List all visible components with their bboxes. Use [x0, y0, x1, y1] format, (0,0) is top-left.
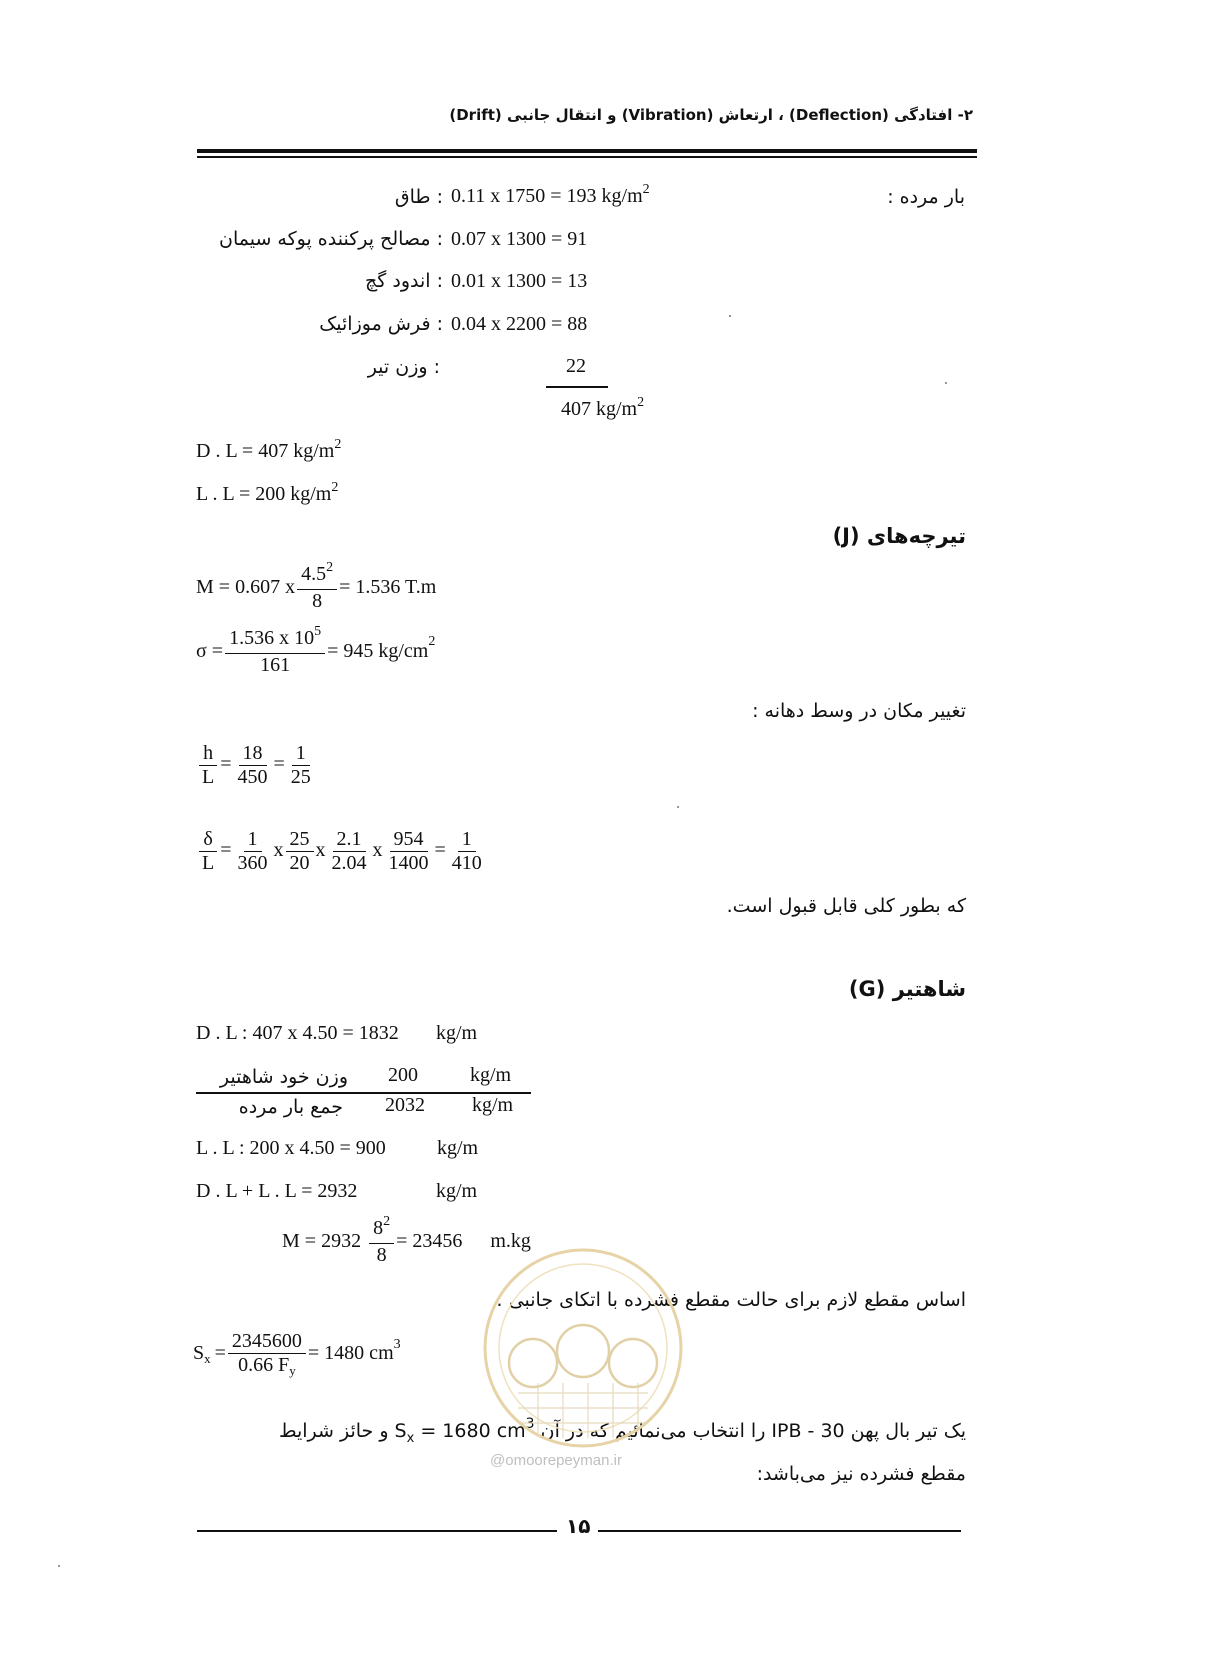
- joist-stress-equation: σ = $\frac{1.536 x 10^5}{161}$ = 945 kg/cm 2: [196, 624, 436, 676]
- joist-moment-fraction: $\frac{4.5^2}{8}$: [297, 563, 337, 611]
- page-header-title: ۲- افتادگی (Deflection) ، ارتعاش (Vibration) و انتقال جانبی (Drift): [449, 106, 973, 124]
- joists-heading: تیرچه‌های (J): [832, 524, 966, 548]
- girder-total-load-line: D . L + L . L = 2932: [196, 1180, 358, 1202]
- page-number: ۱۵: [566, 1514, 591, 1538]
- footer-rule-right: [598, 1530, 961, 1532]
- girder-total-dead-label: جمع بار مرده: [238, 1096, 343, 1118]
- dead-load-row-4-calc: 0.04 x 2200 = 88: [451, 313, 588, 335]
- girder-total-load-unit: kg/m: [436, 1180, 478, 1202]
- girder-ll-line: L . L : 200 x 4.50 = 900: [196, 1137, 386, 1159]
- section-modulus-basis-text: اساس مقطع لازم برای حالت مقطع فشرده با اتکای جانبی :: [496, 1289, 966, 1311]
- girder-ll-unit: kg/m: [437, 1137, 479, 1159]
- dead-load-row-1-calc: 0.11 x 1750 = 193 $kg/m^2$: [451, 182, 650, 207]
- girder-conclusion-line-2: مقطع فشرده نیز می‌باشد:: [756, 1463, 966, 1485]
- dead-load-row-4-desc: : فرش موزائیک: [319, 313, 443, 335]
- girder-heading: شاهتیر (G): [848, 977, 966, 1001]
- ll-line: L . L = 200 $kg/m^2$: [196, 480, 339, 505]
- dead-load-row-1-desc: : طاق: [394, 186, 443, 208]
- beam-weight-desc: : وزن تیر: [367, 356, 440, 378]
- beam-weight-value: 22: [566, 355, 586, 377]
- dead-load-row-2-calc: 0.07 x 1300 = 91: [451, 228, 588, 250]
- deflection-ratio-equation: $\frac{\delta}{L}$ = $\frac{1}{360}$ x $\frac{25}{20}$ x $\frac{2.1}{2.04}$ x $\frac{954}{1400}$ = $\frac{1}{410}$: [196, 828, 488, 873]
- joist-conclusion: که بطور کلی قابل قبول است.: [726, 895, 966, 917]
- girder-total-dead-unit: kg/m: [472, 1094, 514, 1116]
- dead-load-row-3-calc: 0.01 x 1300 = 13: [451, 270, 588, 292]
- dead-load-label: بار مرده :: [887, 186, 965, 208]
- joist-moment-equation: M = 0.607 x $\frac{4.5^2}{8}$ = 1.536 T.m: [196, 560, 437, 612]
- girder-total-dead-value: 2032: [385, 1094, 425, 1116]
- girder-conclusion-line-1: یک تیر بال پهن IPB - 30 را انتخاب می‌نمائیم که در آن $S_x = 1680$ $cm^3$ و حائز شرایط: [278, 1416, 966, 1446]
- midspan-deflection-label: تغییر مکان در وسط دهانه :: [752, 700, 966, 722]
- watermark-text: @omoorepeyman.ir: [490, 1452, 622, 1469]
- dead-load-row-3-desc: : اندود گچ: [365, 270, 443, 292]
- required-section-modulus-equation: S x = $\frac{2345600}{0.66 F_y}$ = 1480 cm 3: [193, 1330, 401, 1378]
- girder-self-weight-label: وزن خود شاهتیر: [219, 1066, 348, 1088]
- footer-rule-left: [197, 1530, 557, 1532]
- header-rule-thin: [197, 156, 977, 158]
- girder-moment-equation: M = 2932 $\frac{8^2}{8}$ = 23456 m.kg: [282, 1214, 531, 1266]
- girder-self-weight-value: 200: [388, 1064, 418, 1086]
- dead-load-total: 407 $kg/m^2$: [561, 395, 645, 420]
- joist-stress-fraction: $\frac{1.536 x 10^5}{161}$: [225, 627, 325, 675]
- girder-moment-fraction: $\frac{8^2}{8}$: [369, 1217, 394, 1265]
- girder-self-weight-unit: kg/m: [470, 1064, 512, 1086]
- girder-dl-line: D . L : 407 x 4.50 = 1832: [196, 1022, 399, 1044]
- publisher-watermark-seal: [478, 1243, 688, 1453]
- dead-load-sum-rule: [546, 386, 608, 388]
- girder-dl-unit: kg/m: [436, 1022, 478, 1044]
- dl-line: D . L = 407 $kg/m^2$: [196, 437, 342, 462]
- section-modulus-fraction: $\frac{2345600}{0.66 F_y}$: [228, 1330, 306, 1377]
- depth-span-ratio-equation: $\frac{h}{L}$ = $\frac{18}{450}$ = $\frac{1}{25}$: [196, 742, 317, 787]
- dead-load-row-2-desc: : مصالح پرکننده پوکه سیمان: [219, 228, 443, 250]
- header-rule-thick: [197, 149, 977, 153]
